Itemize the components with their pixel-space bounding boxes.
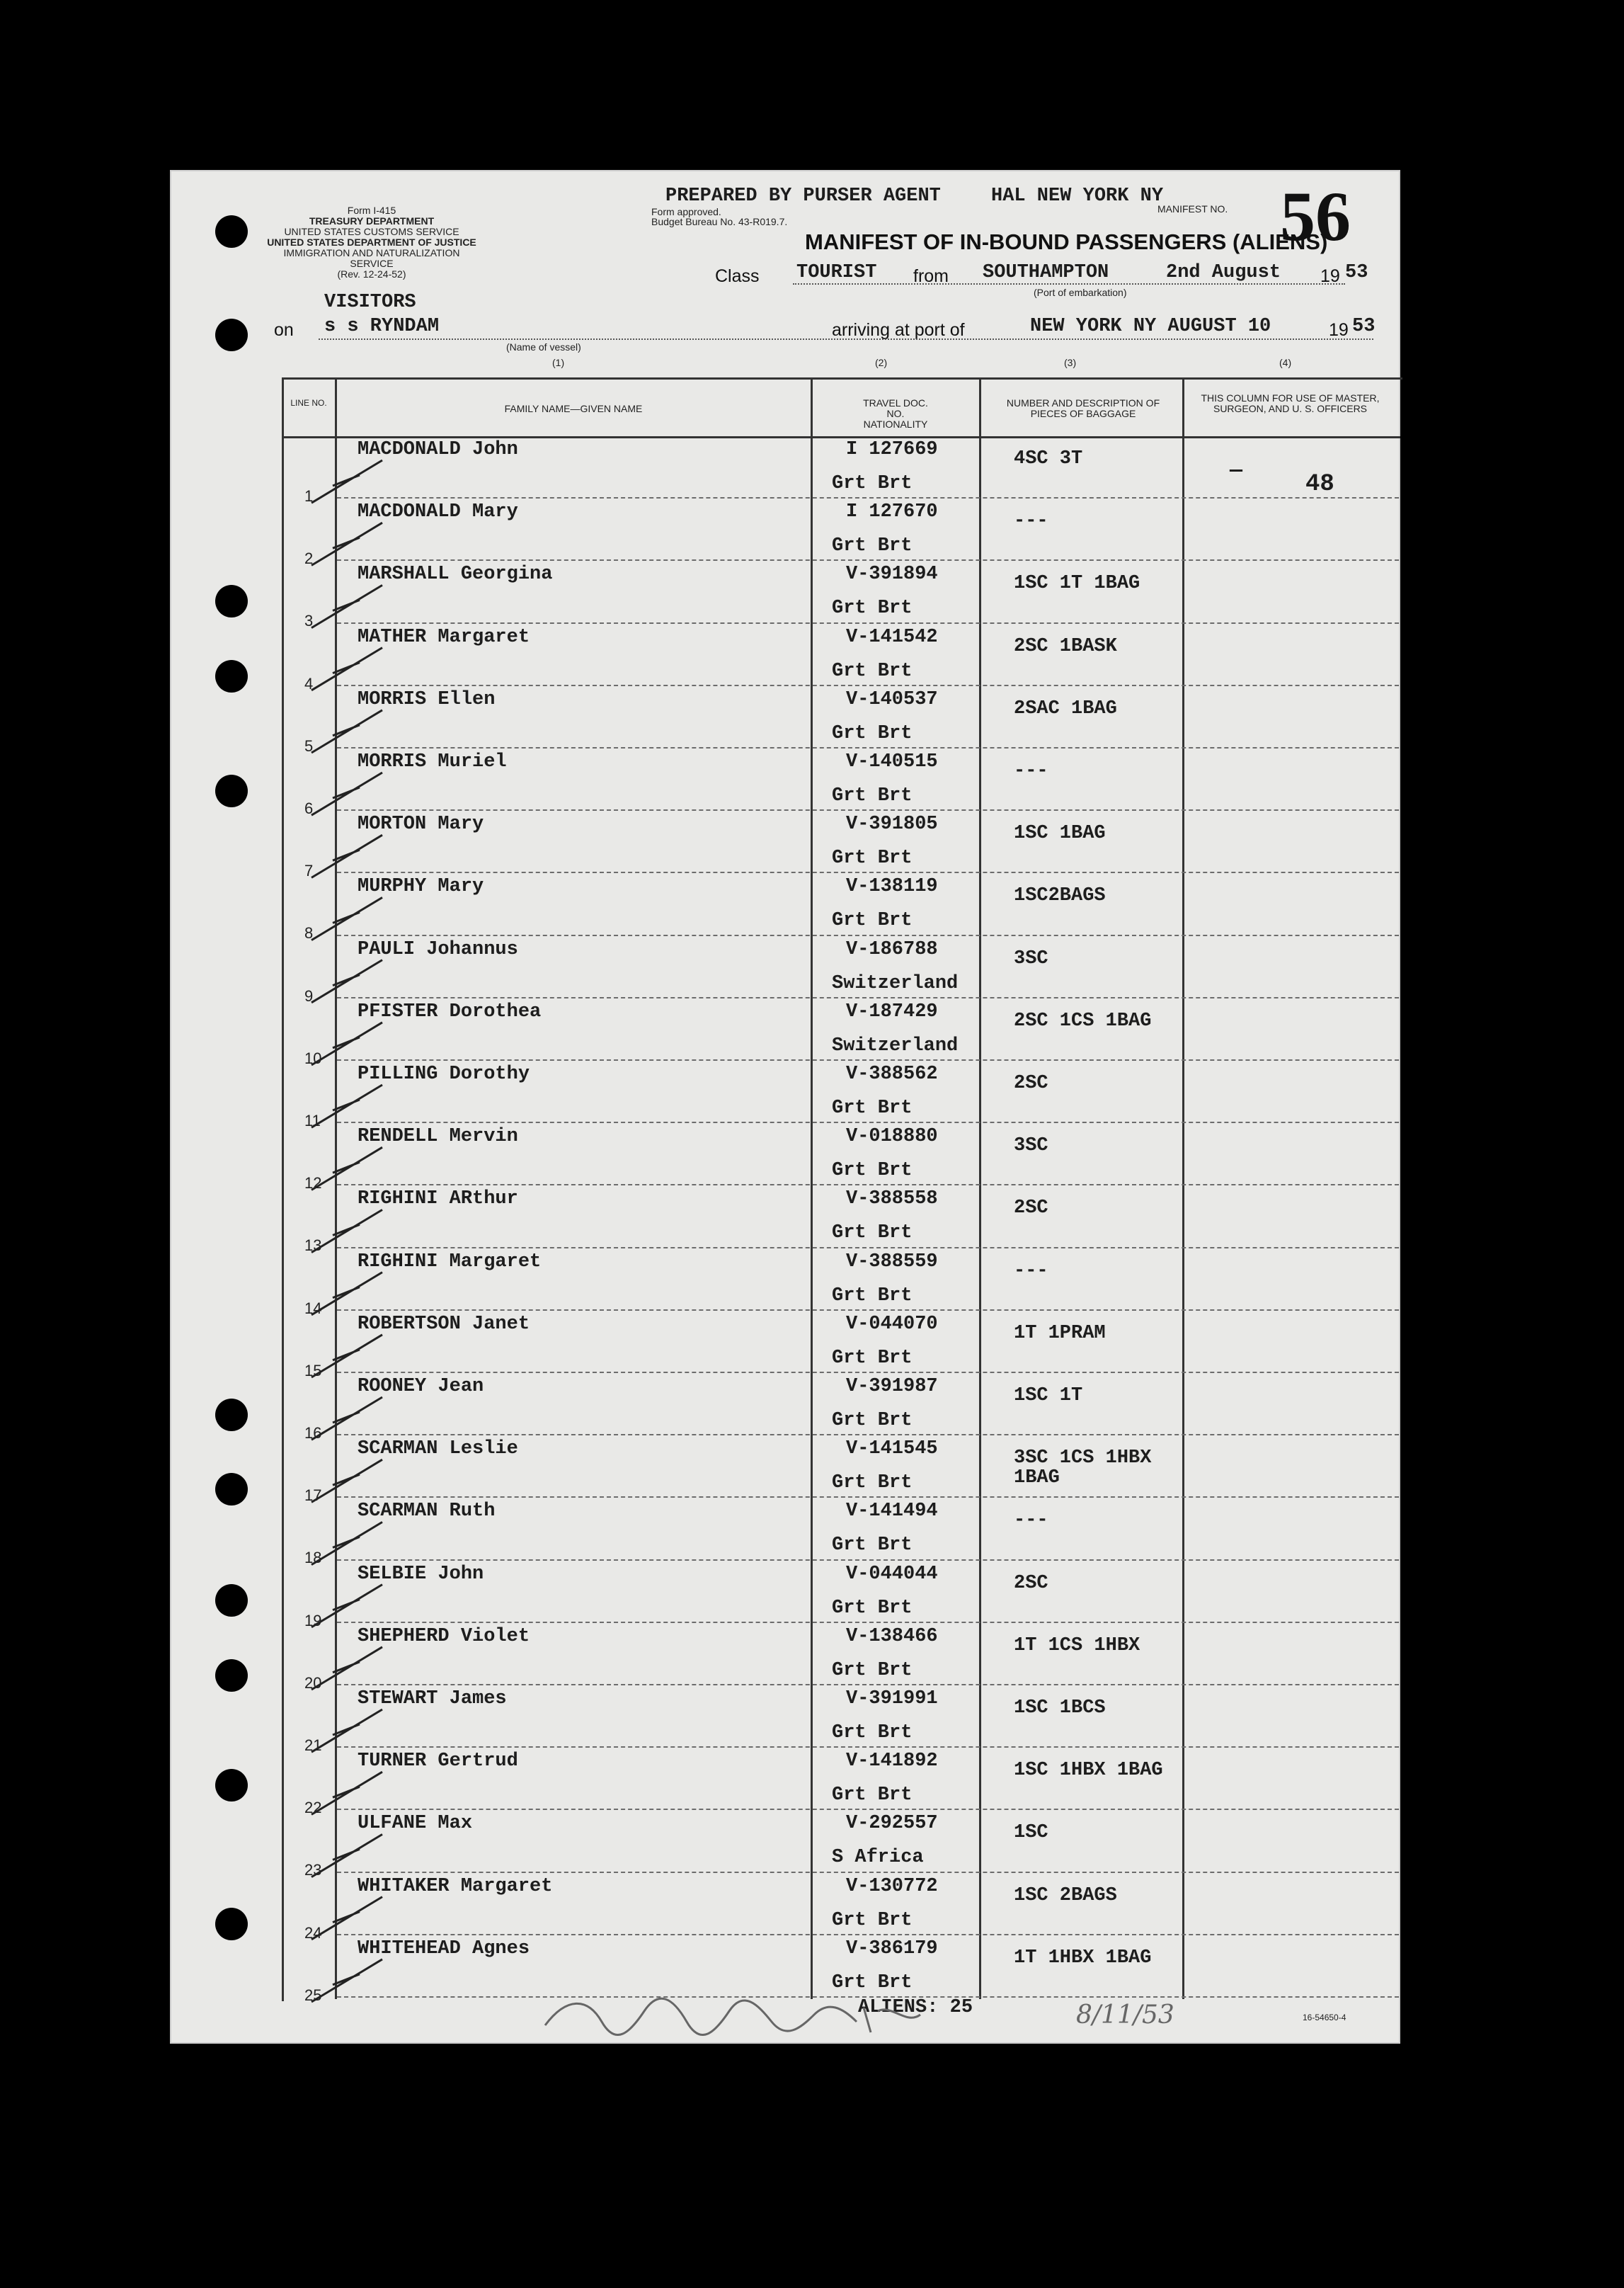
nationality: Grt Brt — [832, 598, 913, 620]
line-number: 4 — [304, 674, 314, 693]
line-number: 14 — [304, 1299, 322, 1317]
year-prefix: 19 — [1320, 266, 1340, 286]
baggage-description: 1SC 1BAG — [1014, 823, 1106, 845]
nationality: Grt Brt — [832, 1098, 913, 1119]
nationality: Grt Brt — [832, 473, 913, 494]
nationality: Grt Brt — [832, 910, 913, 932]
baggage-description: 3SC — [1014, 1135, 1048, 1157]
travel-doc-no: V-391987 — [846, 1376, 938, 1397]
passenger-name: MORTON Mary — [358, 814, 484, 836]
passenger-name: PFISTER Dorothea — [358, 1001, 542, 1023]
nationality: Grt Brt — [832, 1535, 913, 1556]
tally-check-mark — [311, 835, 382, 877]
baggage-description: 1SC 1BCS — [1014, 1697, 1106, 1719]
header-line-no: LINE NO. — [290, 398, 327, 408]
tally-check-mark — [311, 1585, 382, 1627]
baggage-description: 1SC 1T — [1014, 1385, 1083, 1406]
line-number: 8 — [304, 924, 314, 943]
tally-check-mark — [311, 773, 382, 815]
tally-check-mark — [311, 1085, 382, 1127]
travel-doc-no: V-186788 — [846, 938, 938, 960]
arrival-year-prefix: 19 — [1329, 320, 1349, 340]
passenger-name: MACDONALD Mary — [358, 501, 518, 523]
tally-check-mark — [311, 1335, 382, 1377]
travel-doc-no: V-141542 — [846, 626, 938, 648]
travel-doc-no: V-388558 — [846, 1188, 938, 1210]
travel-doc-no: V-138119 — [846, 876, 938, 898]
travel-doc-no: V-292557 — [846, 1813, 938, 1835]
tally-check-mark — [311, 1459, 382, 1502]
form-approved: Form approved. — [651, 206, 721, 217]
nationality: Grt Brt — [832, 535, 913, 557]
vessel-name: s s RYNDAM — [324, 316, 440, 337]
passenger-name: STEWART James — [358, 1688, 507, 1709]
passenger-name: PAULI Johannus — [358, 938, 518, 960]
line-number: 16 — [304, 1424, 322, 1442]
nationality: Grt Brt — [832, 1472, 913, 1494]
passenger-name: ROONEY Jean — [358, 1376, 484, 1397]
passenger-name: SCARMAN Leslie — [358, 1438, 518, 1460]
travel-doc-no: V-141494 — [846, 1501, 938, 1523]
tally-check-mark — [311, 648, 382, 690]
baggage-description: 2SC — [1014, 1073, 1048, 1094]
passenger-name: MATHER Margaret — [358, 626, 530, 648]
prepared-by: PREPARED BY PURSER AGENT — [665, 186, 941, 207]
tally-check-mark — [311, 710, 382, 753]
tally-check-mark — [311, 460, 382, 503]
line-number: 2 — [304, 550, 314, 568]
baggage-description: 3SC 1CS 1HBX 1BAG — [1014, 1447, 1152, 1489]
line-number: 6 — [304, 799, 314, 817]
passenger-name: ULFANE Max — [358, 1813, 473, 1835]
arriving-label: arriving at port of — [832, 320, 965, 340]
travel-doc-no: V-140537 — [846, 688, 938, 710]
header-travel-doc: TRAVEL DOC. NO. NATIONALITY — [863, 397, 928, 430]
nationality: Grt Brt — [832, 1722, 913, 1743]
on-label: on — [274, 320, 294, 340]
baggage-description: 1SC — [1014, 1822, 1048, 1844]
column-number-2: (2) — [875, 357, 888, 368]
baggage-description: --- — [1014, 511, 1048, 533]
tally-check-mark — [311, 960, 382, 1003]
tally-check-mark — [311, 1897, 382, 1940]
passenger-name: MORRIS Ellen — [358, 688, 496, 710]
nationality: Grt Brt — [832, 1597, 913, 1619]
travel-doc-no: V-391894 — [846, 564, 938, 586]
ins-label: IMMIGRATION AND NATURALIZATION SERVICE — [283, 247, 460, 269]
nationality: Grt Brt — [832, 1785, 913, 1806]
travel-doc-no: V-187429 — [846, 1001, 938, 1023]
nationality: Switzerland — [832, 1035, 959, 1057]
form-code: 16-54650-4 — [1303, 2013, 1346, 2022]
nationality: Grt Brt — [832, 1971, 913, 1993]
tally-check-mark — [311, 1397, 382, 1440]
baggage-description: 1SC 1T 1BAG — [1014, 573, 1140, 595]
travel-doc-no: V-141892 — [846, 1751, 938, 1772]
tally-check-mark — [311, 1210, 382, 1252]
line-number: 11 — [304, 1112, 321, 1129]
travel-doc-no: V-044044 — [846, 1563, 938, 1585]
officer-mark: 48 — [1305, 471, 1334, 498]
passenger-name: SHEPHERD Violet — [358, 1625, 530, 1647]
treasury-label: TREASURY DEPARTMENT — [309, 215, 435, 227]
line-number: 15 — [304, 1361, 322, 1379]
customs-label: UNITED STATES CUSTOMS SERVICE — [284, 226, 459, 237]
header-baggage: NUMBER AND DESCRIPTION OF PIECES OF BAGGAGE — [1006, 397, 1160, 419]
nationality: Grt Brt — [832, 785, 913, 807]
travel-doc-no: V-044070 — [846, 1313, 938, 1335]
vessel-caption: (Name of vessel) — [506, 341, 581, 353]
travel-doc-no: I 127670 — [846, 501, 938, 523]
year-value: 53 — [1345, 262, 1368, 283]
tally-check-mark — [311, 1772, 382, 1814]
baggage-description: 1T 1PRAM — [1014, 1322, 1106, 1344]
passenger-name: RIGHINI ARthur — [358, 1188, 518, 1210]
port-caption: (Port of embarkation) — [1034, 287, 1127, 298]
tally-check-mark — [311, 1709, 382, 1752]
baggage-description: 1SC 2BAGS — [1014, 1884, 1117, 1906]
tally-check-mark — [311, 1147, 382, 1190]
baggage-description: 1T 1CS 1HBX — [1014, 1634, 1140, 1656]
tally-check-mark — [311, 585, 382, 627]
tally-check-mark — [311, 1273, 382, 1315]
aliens-count: ALIENS: 25 — [858, 1997, 973, 2018]
arrival-port: NEW YORK NY AUGUST 10 — [1030, 316, 1271, 337]
line-number: 5 — [304, 736, 314, 755]
baggage-description: 2SC — [1014, 1197, 1048, 1219]
nationality: Grt Brt — [832, 1659, 913, 1681]
baggage-description: 4SC 3T — [1014, 448, 1083, 469]
header-officers: THIS COLUMN FOR USE OF MASTER, SURGEON, AND U. S. OFFICERS — [1201, 392, 1380, 414]
check-marks — [170, 170, 1400, 2044]
baggage-description: --- — [1014, 761, 1048, 782]
tally-check-mark — [311, 1834, 382, 1877]
port-of-embarkation: SOUTHAMPTON — [983, 262, 1109, 283]
tally-check-mark — [311, 1023, 382, 1065]
travel-doc-no: V-140515 — [846, 751, 938, 773]
passenger-name: RENDELL Mervin — [358, 1126, 518, 1148]
baggage-description: 2SC 1BASK — [1014, 635, 1117, 657]
passenger-name: MARSHALL Georgina — [358, 564, 553, 586]
manifest-title: MANIFEST OF IN-BOUND PASSENGERS (ALIENS) — [805, 229, 1328, 254]
line-number: 3 — [304, 612, 314, 630]
passenger-name: ROBERTSON Janet — [358, 1313, 530, 1335]
baggage-description: 2SC 1CS 1BAG — [1014, 1010, 1152, 1032]
passenger-name: WHITAKER Margaret — [358, 1875, 553, 1897]
travel-doc-no: V-388562 — [846, 1064, 938, 1085]
revision-label: (Rev. 12-24-52) — [337, 268, 406, 280]
class-value: TOURIST — [796, 262, 877, 283]
header-name: FAMILY NAME—GIVEN NAME — [504, 403, 643, 414]
manifest-no-label: MANIFEST NO. — [1157, 203, 1228, 215]
manifest-page — [170, 170, 1400, 2044]
passenger-name: PILLING Dorothy — [358, 1064, 530, 1085]
justice-label: UNITED STATES DEPARTMENT OF JUSTICE — [267, 237, 476, 248]
line-number: 13 — [304, 1236, 322, 1255]
travel-doc-no: V-386179 — [846, 1937, 938, 1959]
baggage-description: 2SAC 1BAG — [1014, 698, 1117, 719]
tally-check-mark — [311, 1647, 382, 1690]
passenger-name: RIGHINI Margaret — [358, 1251, 542, 1273]
baggage-description: 1T 1HBX 1BAG — [1014, 1947, 1152, 1969]
line-number: 12 — [304, 1174, 322, 1193]
baggage-description: --- — [1014, 1260, 1048, 1282]
baggage-description: --- — [1014, 1510, 1048, 1532]
arrival-year: 53 — [1352, 316, 1376, 337]
line-number: 24 — [304, 1923, 322, 1942]
nationality: S Africa — [832, 1847, 924, 1869]
signature-date: 8/11/53 — [1076, 2000, 1174, 2030]
nationality: Grt Brt — [832, 1222, 913, 1244]
passenger-name: MACDONALD John — [358, 439, 518, 460]
nationality: Switzerland — [832, 972, 959, 994]
visitors-label: VISITORS — [324, 292, 416, 313]
line-number: 19 — [304, 1611, 322, 1629]
line-number: 23 — [304, 1861, 322, 1879]
form-number: Form I-415 — [347, 205, 396, 216]
embarkation-date: 2nd August — [1166, 262, 1281, 283]
agent-name: HAL NEW YORK NY — [991, 186, 1164, 207]
line-number: 21 — [304, 1736, 322, 1754]
passenger-name: MORRIS Muriel — [358, 751, 507, 773]
baggage-description: 1SC2BAGS — [1014, 885, 1106, 907]
officer-dash: — — [1230, 459, 1243, 483]
tally-check-mark — [311, 1959, 382, 2002]
nationality: Grt Brt — [832, 1347, 913, 1369]
tally-check-mark — [311, 897, 382, 940]
travel-doc-no: V-391805 — [846, 814, 938, 836]
nationality: Grt Brt — [832, 1285, 913, 1307]
travel-doc-no: V-018880 — [846, 1126, 938, 1148]
baggage-description: 3SC — [1014, 947, 1048, 969]
column-number-1: (1) — [552, 357, 565, 368]
passenger-name: SCARMAN Ruth — [358, 1501, 496, 1523]
passenger-name: TURNER Gertrud — [358, 1751, 518, 1772]
travel-doc-no: I 127669 — [846, 439, 938, 460]
line-number: 9 — [304, 986, 314, 1005]
travel-doc-no: V-391991 — [846, 1688, 938, 1709]
nationality: Grt Brt — [832, 848, 913, 870]
travel-doc-no: V-138466 — [846, 1625, 938, 1647]
class-label: Class — [715, 266, 760, 286]
travel-doc-no: V-388559 — [846, 1251, 938, 1273]
line-number: 10 — [304, 1049, 322, 1067]
column-number-4: (4) — [1279, 357, 1292, 368]
line-number: 22 — [304, 1799, 322, 1817]
line-number: 7 — [304, 862, 314, 880]
tally-check-mark — [311, 1522, 382, 1564]
nationality: Grt Brt — [832, 722, 913, 744]
passenger-name: MURPHY Mary — [358, 876, 484, 898]
line-number: 25 — [304, 1986, 322, 2004]
line-number: 17 — [304, 1486, 322, 1505]
nationality: Grt Brt — [832, 1909, 913, 1931]
passenger-name: SELBIE John — [358, 1563, 484, 1585]
tally-check-mark — [311, 523, 382, 565]
baggage-description: 1SC 1HBX 1BAG — [1014, 1760, 1163, 1782]
budget-bureau: Budget Bureau No. 43-R019.7. — [651, 216, 788, 227]
travel-doc-no: V-141545 — [846, 1438, 938, 1460]
baggage-description: 2SC — [1014, 1572, 1048, 1594]
travel-doc-no: V-130772 — [846, 1875, 938, 1897]
manifest-number: 56 — [1280, 177, 1351, 256]
line-number: 18 — [304, 1549, 322, 1567]
passenger-name: WHITEHEAD Agnes — [358, 1937, 530, 1959]
nationality: Grt Brt — [832, 1160, 913, 1182]
line-number: 20 — [304, 1673, 322, 1692]
nationality: Grt Brt — [832, 660, 913, 682]
nationality: Grt Brt — [832, 1410, 913, 1431]
line-number: 1 — [304, 487, 314, 505]
from-label: from — [913, 266, 949, 286]
column-number-3: (3) — [1064, 357, 1077, 368]
